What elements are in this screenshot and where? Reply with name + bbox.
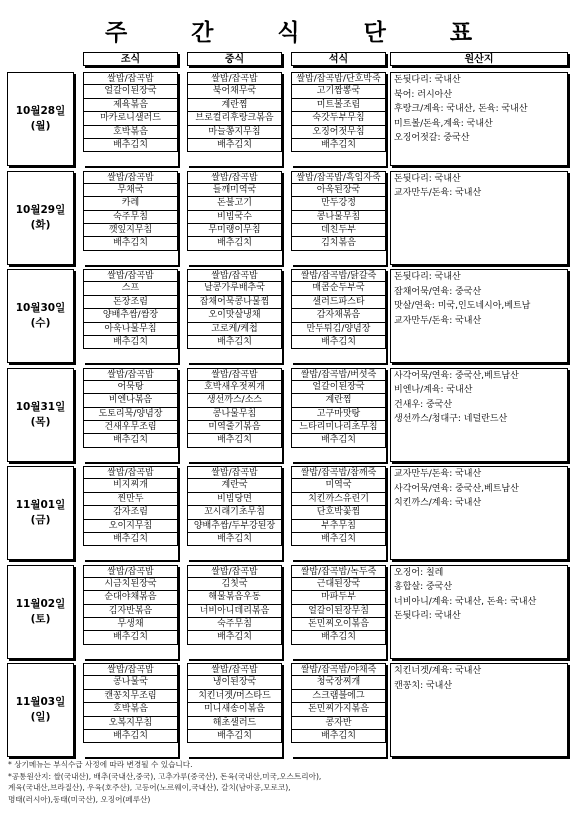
- date-cell: [7, 269, 74, 363]
- menu-item: 고기짬뽕국: [291, 85, 386, 98]
- origin-line: 오징어젓갈: 중국산: [394, 133, 470, 143]
- origin-line: 돈뒷다리: 국내산: [394, 173, 461, 184]
- menu-item: 오복지무침: [83, 717, 178, 730]
- menu-item: 근대된장국: [291, 578, 386, 591]
- footnote-line: *공통원산지: 쌀(국내산), 배추(국내산,중국), 고추가루(중국산), 돈육(국내산,미국,오스트리아),: [8, 771, 322, 781]
- menu-item: 쌀밥/잡곡밥: [83, 466, 178, 479]
- page-title: 주 간 식 단 표: [104, 20, 501, 46]
- menu-item: 김치볶음: [291, 237, 386, 250]
- menu-item: 건새우무조림: [83, 421, 178, 434]
- menu-item: 어묵탕: [83, 381, 178, 394]
- menu-item: 얼갈이된장무침: [291, 605, 386, 618]
- menu-item: 쌀밥/잡곡밥/야채죽: [291, 663, 386, 676]
- menu-item: 해초샐러드: [187, 717, 282, 730]
- menu-item: 계란찜: [187, 99, 282, 112]
- origin-line: 사각어묵/연육: 중국산,베트남산: [394, 483, 519, 494]
- menu-item: 계란국: [187, 479, 282, 492]
- menu-item: 찐만두: [83, 493, 178, 506]
- menu-item: 매콤순두부국: [291, 282, 386, 295]
- breakfast-column: [83, 466, 178, 560]
- menu-item: 돈민찌가지볶음: [291, 703, 386, 716]
- menu-item: 배추김치: [83, 139, 178, 152]
- menu-item: 배추김치: [187, 336, 282, 349]
- lunch-column: [187, 663, 282, 757]
- origin-cell: [390, 368, 568, 462]
- date-text: 11월01일: [15, 499, 66, 511]
- menu-item: 치킨까스유린기: [291, 493, 386, 506]
- menu-item: 시금치된장국: [83, 578, 178, 591]
- menu-item: 배추김치: [187, 237, 282, 250]
- dinner-column: [291, 466, 386, 560]
- weekday-text: (수): [30, 317, 51, 329]
- origin-line: 교자만두/돈육: 국내산: [394, 469, 482, 479]
- header-origin: 원산지: [390, 52, 568, 66]
- dinner-column: [291, 663, 386, 757]
- day-block: [7, 269, 570, 363]
- dinner-column: [291, 565, 386, 659]
- breakfast-column: [83, 368, 178, 462]
- date-text: 11월03일: [15, 696, 66, 708]
- menu-item: 느타리미나리초무침: [291, 421, 386, 434]
- menu-item: 콩나물국: [83, 676, 178, 689]
- menu-item: 마늘쫑지무침: [187, 126, 282, 139]
- menu-item: 쌀밥/잡곡밥/참깨죽: [291, 466, 386, 479]
- menu-item: 호박볶음: [83, 703, 178, 716]
- menu-item: 미역국: [291, 479, 386, 492]
- menu-item: 배추김치: [187, 533, 282, 546]
- origin-line: 비엔나/계육: 국내산: [394, 385, 473, 395]
- menu-item: 아욱나물무침: [83, 323, 178, 336]
- menu-item: 배추김치: [291, 336, 386, 349]
- lunch-column: [187, 72, 282, 166]
- date-text: 10월30일: [15, 302, 66, 314]
- origin-cell: [390, 269, 568, 363]
- lunch-column: [187, 368, 282, 462]
- lunch-column: [187, 466, 282, 560]
- day-block: [7, 565, 570, 659]
- origin-line: 교자만두/돈육: 국내산: [394, 188, 482, 198]
- date-cell: [7, 72, 74, 166]
- menu-item: 비엔나볶음: [83, 394, 178, 407]
- menu-item: 콩나물무침: [187, 408, 282, 421]
- menu-item: 미트볼조림: [291, 99, 386, 112]
- lunch-column: [187, 171, 282, 265]
- origin-line: 건새우: 중국산: [394, 399, 453, 410]
- origin-line: 북어: 러시아산: [394, 89, 453, 100]
- menu-item: 호박볶음: [83, 126, 178, 139]
- menu-item: 배추김치: [83, 237, 178, 250]
- origin-line: 교자만두/돈육: 국내산: [394, 315, 482, 326]
- header-breakfast: 조식: [83, 52, 178, 66]
- menu-item: 계란찜: [291, 394, 386, 407]
- menu-item: 무채국: [83, 184, 178, 197]
- menu-item: 쌀밥/잡곡밥: [187, 171, 282, 184]
- origin-line: 오징어: 칠레: [394, 567, 444, 578]
- date-cell: [7, 663, 74, 757]
- menu-item: 깻잎지무침: [83, 224, 178, 237]
- menu-item: 쌀밥/잡곡밥: [187, 466, 282, 479]
- menu-item: 냉이된장국: [187, 676, 282, 689]
- menu-item: 배추김치: [291, 434, 386, 447]
- menu-item: 스크램블에그: [291, 690, 386, 703]
- weekday-text: (월): [30, 120, 51, 132]
- dinner-column: [291, 171, 386, 265]
- dinner-column: [291, 72, 386, 166]
- menu-item: 쌀밥/잡곡밥/버섯죽: [291, 368, 386, 381]
- day-block: [7, 171, 570, 265]
- breakfast-column: [83, 72, 178, 166]
- origin-line: 돈뒷다리: 국내산: [394, 611, 461, 621]
- menu-item: 양배추쌈/쌈장: [83, 309, 178, 322]
- header-dinner: 석식: [291, 52, 386, 66]
- menu-item: 쌀밥/잡곡밥/녹두죽: [291, 565, 386, 578]
- menu-item: 배추김치: [291, 631, 386, 644]
- menu-item: 제육볶음: [83, 99, 178, 112]
- origin-line: 생선까스/청대구: 네덜란드산: [394, 414, 508, 424]
- menu-item: 청국장찌개: [291, 676, 386, 689]
- menu-item: 돈불고기: [187, 197, 282, 210]
- menu-item: 배추김치: [291, 139, 386, 152]
- menu-item: 쌀밥/잡곡밥: [187, 368, 282, 381]
- menu-item: 양배추쌈/두부강된장: [187, 520, 282, 533]
- menu-item: 오징어젓무침: [291, 126, 386, 139]
- weekday-text: (금): [30, 514, 51, 526]
- dinner-column: [291, 368, 386, 462]
- footnote-line: 계육(국내산,브라질산), 우육(호주산), 고등어(노르웨이,국내산), 갈치(남아공,모로코),: [8, 783, 291, 792]
- menu-item: 비빔당면: [187, 493, 282, 506]
- menu-item: 콩나물무침: [291, 211, 386, 224]
- menu-item: 카레: [83, 197, 178, 210]
- menu-item: 스프: [83, 282, 178, 295]
- origin-line: 후랑크/계육: 국내산, 돈육: 국내산: [394, 104, 528, 114]
- menu-item: 오이지무침: [83, 520, 178, 533]
- day-block: [7, 466, 570, 560]
- date-text: 10월31일: [15, 400, 66, 413]
- menu-item: 숙주무침: [187, 618, 282, 631]
- menu-item: 배추김치: [83, 730, 178, 743]
- menu-item: 얼갈이된장국: [291, 381, 386, 394]
- menu-item: 잡채어묵콩나물찜: [187, 296, 282, 309]
- menu-item: 쌀밥/잡곡밥/닭갈죽: [291, 269, 386, 282]
- weekday-text: (토): [30, 612, 51, 625]
- breakfast-column: [83, 171, 178, 265]
- origin-line: 맛살/연육: 미국,인도네시아,베트남: [394, 301, 531, 311]
- menu-item: 날콩가루배추국: [187, 282, 282, 295]
- origin-line: 홍합살: 중국산: [394, 582, 453, 592]
- menu-item: 쌀밥/잡곡밥: [83, 368, 178, 381]
- menu-item: 고구마맛탕: [291, 408, 386, 421]
- menu-item: 들깨미역국: [187, 184, 282, 197]
- menu-item: 해물볶음우동: [187, 591, 282, 604]
- menu-item: 쌀밥/잡곡밥: [83, 663, 178, 676]
- menu-item: 아욱된장국: [291, 184, 386, 197]
- menu-item: 비지찌개: [83, 479, 178, 492]
- menu-item: 무미랭이무침: [187, 224, 282, 237]
- date-cell: [7, 171, 74, 265]
- header-lunch: 중식: [187, 52, 282, 66]
- menu-item: 김자반볶음: [83, 605, 178, 618]
- menu-item: 꼬시래기초무침: [187, 506, 282, 519]
- menu-item: 숙주무침: [83, 211, 178, 224]
- menu-item: 숙갓두부무침: [291, 112, 386, 125]
- date-text: 10월28일: [15, 105, 66, 117]
- menu-item: 만두튀김/양념장: [291, 323, 386, 336]
- origin-line: 잡채어묵/연육: 중국산: [394, 286, 482, 297]
- menu-item: 쌀밥/잡곡밥: [187, 565, 282, 578]
- menu-item: 샐러드파스타: [291, 296, 386, 309]
- menu-item: 캔꽁치무조림: [83, 690, 178, 703]
- menu-item: 감자채볶음: [291, 309, 386, 322]
- lunch-column: [187, 269, 282, 363]
- menu-item: 쌀밥/잡곡밥: [83, 269, 178, 282]
- menu-item: 감자조림: [83, 506, 178, 519]
- origin-line: 돈뒷다리: 국내산: [394, 272, 461, 282]
- menu-item: 고로케/케첩: [187, 323, 282, 336]
- menu-item: 배추김치: [187, 631, 282, 644]
- menu-item: 쌀밥/잡곡밥: [187, 72, 282, 85]
- date-text: 11월02일: [15, 597, 66, 610]
- menu-item: 북어채무국: [187, 85, 282, 98]
- origin-cell: [390, 466, 568, 560]
- menu-item: 미니새송이볶음: [187, 703, 282, 716]
- origin-line: 캔꽁치: 국내산: [394, 680, 453, 691]
- date-text: 10월29일: [15, 203, 66, 216]
- weekday-text: (목): [30, 415, 51, 428]
- origin-cell: [390, 663, 568, 757]
- menu-item: 부추무침: [291, 520, 386, 533]
- date-cell: [7, 466, 74, 560]
- weekday-text: (일): [30, 711, 51, 723]
- menu-item: 쌀밥/잡곡밥: [187, 663, 282, 676]
- breakfast-column: [83, 565, 178, 659]
- origin-cell: [390, 565, 568, 659]
- footnote-line: * 상기메뉴는 부식수급 사정에 따라 변경될 수 있습니다.: [8, 760, 193, 769]
- origin-line: 돈뒷다리: 국내산: [394, 75, 461, 85]
- menu-item: 배추김치: [291, 730, 386, 743]
- menu-item: 쌀밥/잡곡밥: [83, 565, 178, 578]
- menu-item: 배추김치: [83, 336, 178, 349]
- menu-item: 쌀밥/잡곡밥: [83, 72, 178, 85]
- menu-item: 비빔국수: [187, 211, 282, 224]
- date-cell: [7, 565, 74, 659]
- origin-line: 사각어묵/연육: 중국산,베트남산: [394, 370, 519, 381]
- menu-item: 배추김치: [187, 434, 282, 447]
- footnotes: [8, 759, 573, 805]
- date-cell: [7, 368, 74, 462]
- menu-item: 배추김치: [291, 533, 386, 546]
- menu-item: 너비아니데리볶음: [187, 605, 282, 618]
- menu-item: 도토리묵/양념장: [83, 408, 178, 421]
- weekday-text: (화): [30, 218, 51, 231]
- day-block: [7, 72, 570, 166]
- menu-item: 생선까스/소스: [187, 394, 282, 407]
- origin-line: 너비아니/계육: 국내산, 돈육: 국내산: [394, 596, 537, 607]
- day-block: [7, 663, 570, 757]
- menu-item: 만두강정: [291, 197, 386, 210]
- menu-item: 마카로니샐러드: [83, 112, 178, 125]
- menu-item: 쌀밥/잡곡밥/흑임자죽: [291, 171, 386, 184]
- menu-item: 배추김치: [83, 533, 178, 546]
- menu-item: 무생채: [83, 618, 178, 631]
- footnote-line: 명태(러시아),동태(미국산), 오징어(페루산): [8, 794, 151, 804]
- day-block: [7, 368, 570, 462]
- menu-item: 마파두부: [291, 591, 386, 604]
- breakfast-column: [83, 269, 178, 363]
- origin-cell: [390, 72, 568, 166]
- menu-item: 배추김치: [83, 434, 178, 447]
- menu-item: 치킨너겟/머스타드: [187, 690, 282, 703]
- menu-item: 배추김치: [187, 730, 282, 743]
- menu-item: 미역줄기볶음: [187, 421, 282, 434]
- origin-line: 미트볼/돈육,계육: 국내산: [394, 118, 493, 129]
- menu-item: 오이맛살냉채: [187, 309, 282, 322]
- lunch-column: [187, 565, 282, 659]
- menu-item: 쌀밥/잡곡밥/단호박죽: [291, 72, 386, 85]
- breakfast-column: [83, 663, 178, 757]
- origin-line: 치킨까스/계육: 국내산: [394, 498, 482, 508]
- menu-item: 데친두부: [291, 224, 386, 237]
- menu-item: 순대야채볶음: [83, 591, 178, 604]
- menu-item: 호박새우젓찌개: [187, 381, 282, 394]
- menu-item: 돈장조림: [83, 296, 178, 309]
- menu-item: 배추김치: [187, 139, 282, 152]
- menu-item: 쌀밥/잡곡밥: [187, 269, 282, 282]
- menu-item: 얼갈이된장국: [83, 85, 178, 98]
- menu-item: 브로컬리후랑크볶음: [187, 112, 282, 125]
- dinner-column: [291, 269, 386, 363]
- menu-item: 콩자반: [291, 717, 386, 730]
- origin-cell: [390, 171, 568, 265]
- origin-line: 치킨너겟/계육: 국내산: [394, 666, 482, 676]
- menu-item: 배추김치: [83, 631, 178, 644]
- menu-item: 돈민찌오이볶음: [291, 618, 386, 631]
- menu-item: 김칫국: [187, 578, 282, 591]
- menu-item: 단호박꽃찜: [291, 506, 386, 519]
- menu-item: 쌀밥/잡곡밥: [83, 171, 178, 184]
